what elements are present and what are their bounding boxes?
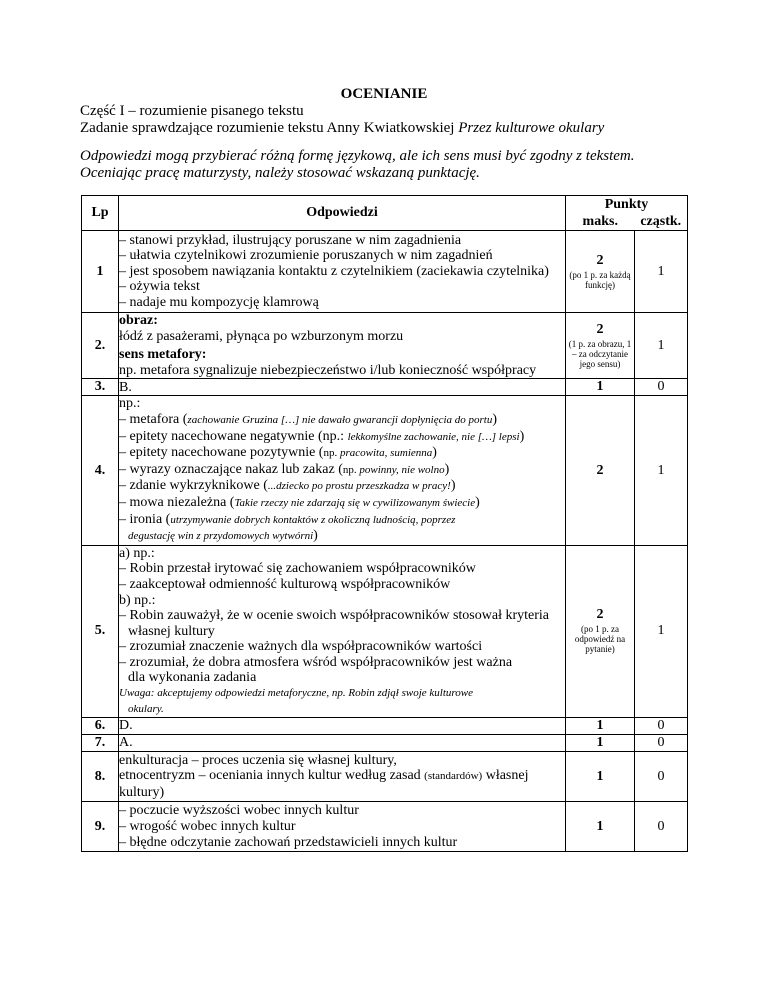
partial-points: 1 <box>635 313 688 379</box>
table-row <box>82 752 688 802</box>
max-points: 2 <box>566 396 635 545</box>
partial-points: 0 <box>635 752 688 802</box>
max-points-value: 2 <box>596 252 604 268</box>
answer-note: Uwaga: akceptujemy odpowiedzi metaforyczne, np. Robin zdjął swoje kulturowe <box>119 687 473 700</box>
partial-points: 1 <box>635 231 688 313</box>
table-row <box>82 545 688 718</box>
max-points: 1 <box>566 802 635 852</box>
column-header-answers: Odpowiedzi <box>119 196 566 231</box>
answer-line: – nadaje mu kompozycję klamrową <box>119 294 319 310</box>
partial-points: 0 <box>635 379 688 396</box>
answer-line: – stanowi przykład, ilustrujący poruszane w nim zagadnienia <box>119 232 462 248</box>
column-header-lp: Lp <box>82 196 119 231</box>
table-row <box>82 313 688 379</box>
scoring-table <box>81 195 688 852</box>
section-header <box>80 103 688 137</box>
answer-line: – ożywia tekst <box>119 279 200 295</box>
answer-line: – błędne odczytanie zachowań przedstawicieli innych kultur <box>119 834 458 850</box>
answer-line: – poczucie wyższości wobec innych kultur <box>119 803 359 819</box>
answer-line: np.: <box>119 396 141 412</box>
row-number: 1 <box>82 231 119 313</box>
row-number: 7. <box>82 735 119 752</box>
row-number: 3. <box>82 379 119 396</box>
answer-line: – metafora (zachowanie Gruzina […] nie dawało gwarancji dopłynięcia do portu) <box>119 411 498 427</box>
part-title: Część I – rozumienie pisanego tekstu <box>80 103 304 119</box>
answer-label: sens metafory: <box>119 347 207 363</box>
answer-cell <box>119 752 566 802</box>
answer-line: – mowa niezależna (Takie rzeczy nie zdarzają się w cywilizowanym świecie) <box>119 494 480 510</box>
answer-line: – ironia (utrzymywanie dobrych kontaktów z okoliczną ludnością, poprzez <box>119 511 456 527</box>
answer-cell: B. <box>119 379 566 396</box>
answer-line: – zrozumiał znaczenie ważnych dla współpracowników wartości <box>119 639 483 655</box>
answer-label: obraz: <box>119 313 158 328</box>
table-row <box>82 735 688 752</box>
table-row <box>82 718 688 735</box>
answer-line: degustację win z przydomowych wytwórni) <box>128 528 318 544</box>
row-number: 4. <box>82 396 119 545</box>
table-row <box>82 396 688 545</box>
table-row <box>82 802 688 852</box>
table-row <box>82 379 688 396</box>
max-points-value: 2 <box>596 321 604 337</box>
task-title <box>80 120 688 137</box>
table-row <box>82 231 688 313</box>
max-points <box>566 231 635 313</box>
answer-line: – wyrazy oznaczające nakaz lub zakaz (np. powinny, nie wolno) <box>119 461 450 477</box>
answer-line: dla wykonania zadania <box>128 670 257 686</box>
answer-cell <box>119 396 566 545</box>
column-header-partial: cząstk. <box>635 213 688 231</box>
answer-line: – wrogość wobec innych kultur <box>119 818 296 834</box>
max-points <box>566 545 635 718</box>
max-points: 1 <box>566 752 635 802</box>
answer-cell <box>119 313 566 379</box>
instructions-line-2: Oceniając pracę maturzysty, należy stosować wskazaną punktację. <box>80 165 480 181</box>
column-header-max: maks. <box>566 213 635 231</box>
max-points-note: (po 1 p. za każdą funkcję) <box>569 269 631 290</box>
task-title-prefix: Zadanie sprawdzające rozumienie tekstu Anny Kwiatkowskiej <box>80 120 459 136</box>
answer-line: łódź z pasażerami, płynąca po wzburzonym morzu <box>119 328 404 344</box>
row-number: 5. <box>82 545 119 718</box>
partial-points: 1 <box>635 545 688 718</box>
max-points-note: (po 1 p. za odpowiedź na pytanie) <box>574 624 626 655</box>
row-number: 2. <box>82 313 119 379</box>
max-points: 1 <box>566 718 635 735</box>
answer-line: – zaakceptował odmienność kulturową współpracowników <box>119 576 451 592</box>
partial-points: 0 <box>635 735 688 752</box>
answer-line: kultury) <box>119 785 165 801</box>
instructions <box>80 148 688 182</box>
max-points: 1 <box>566 735 635 752</box>
partial-points: 1 <box>635 396 688 545</box>
max-points: 1 <box>566 379 635 396</box>
answer-line: – zrozumiał, że dobra atmosfera wśród współpracowników jest ważna <box>119 654 513 670</box>
answer-line: a) np.: <box>119 545 155 561</box>
answer-line: – epitety nacechowane pozytywnie (np. pracowita, sumienna) <box>119 445 437 461</box>
partial-points: 0 <box>635 718 688 735</box>
answer-line: – jest sposobem nawiązania kontaktu z czytelnikiem (zaciekawia czytelnika) <box>119 263 549 279</box>
answer-cell <box>119 802 566 852</box>
text-title: Przez kulturowe okulary <box>458 120 605 136</box>
answer-cell: A. <box>119 735 566 752</box>
instructions-line-1: Odpowiedzi mogą przybierać różną formę językową, ale ich sens musi być zgodny z tekstem. <box>80 148 635 164</box>
partial-points: 0 <box>635 802 688 852</box>
answer-line: enkulturacja – proces uczenia się własnej kultury, <box>119 752 397 768</box>
answer-line: własnej kultury <box>128 623 215 639</box>
answer-line: etnocentryzm – oceniania innych kultur według zasad (standardów) własnej <box>119 768 529 784</box>
max-points-note: (1 p. za obrazu, 1 – za odczytanie jego sensu) <box>568 338 632 369</box>
max-points <box>566 313 635 379</box>
row-number: 9. <box>82 802 119 852</box>
answer-line: np. metafora sygnalizuje niebezpieczeństwo i/lub konieczność współpracy <box>119 362 537 378</box>
column-header-points: Punkty <box>566 196 688 214</box>
answer-note: okulary. <box>128 702 164 715</box>
answer-cell <box>119 231 566 313</box>
answer-line: – ułatwia czytelnikowi zrozumienie poruszanych w nim zagadnień <box>119 248 493 264</box>
max-points-value: 2 <box>596 607 604 623</box>
answer-line: – Robin przestał irytować się zachowaniem współpracowników <box>119 561 476 577</box>
answer-line: – epitety nacechowane negatywnie (np.: lekkomyślne zachowanie, nie […] lepsi) <box>119 428 525 444</box>
answer-cell: D. <box>119 718 566 735</box>
answer-line: – Robin zauważył, że w ocenie swoich współpracowników stosował kryteria <box>119 608 549 624</box>
answer-line: b) np.: <box>119 592 156 608</box>
answer-line: – zdanie wykrzyknikowe (...dziecko po prostu przeszkadza w pracy!) <box>119 478 456 494</box>
row-number: 6. <box>82 718 119 735</box>
page-title: OCENIANIE <box>340 86 428 102</box>
row-number: 8. <box>82 752 119 802</box>
answer-cell <box>119 545 566 718</box>
